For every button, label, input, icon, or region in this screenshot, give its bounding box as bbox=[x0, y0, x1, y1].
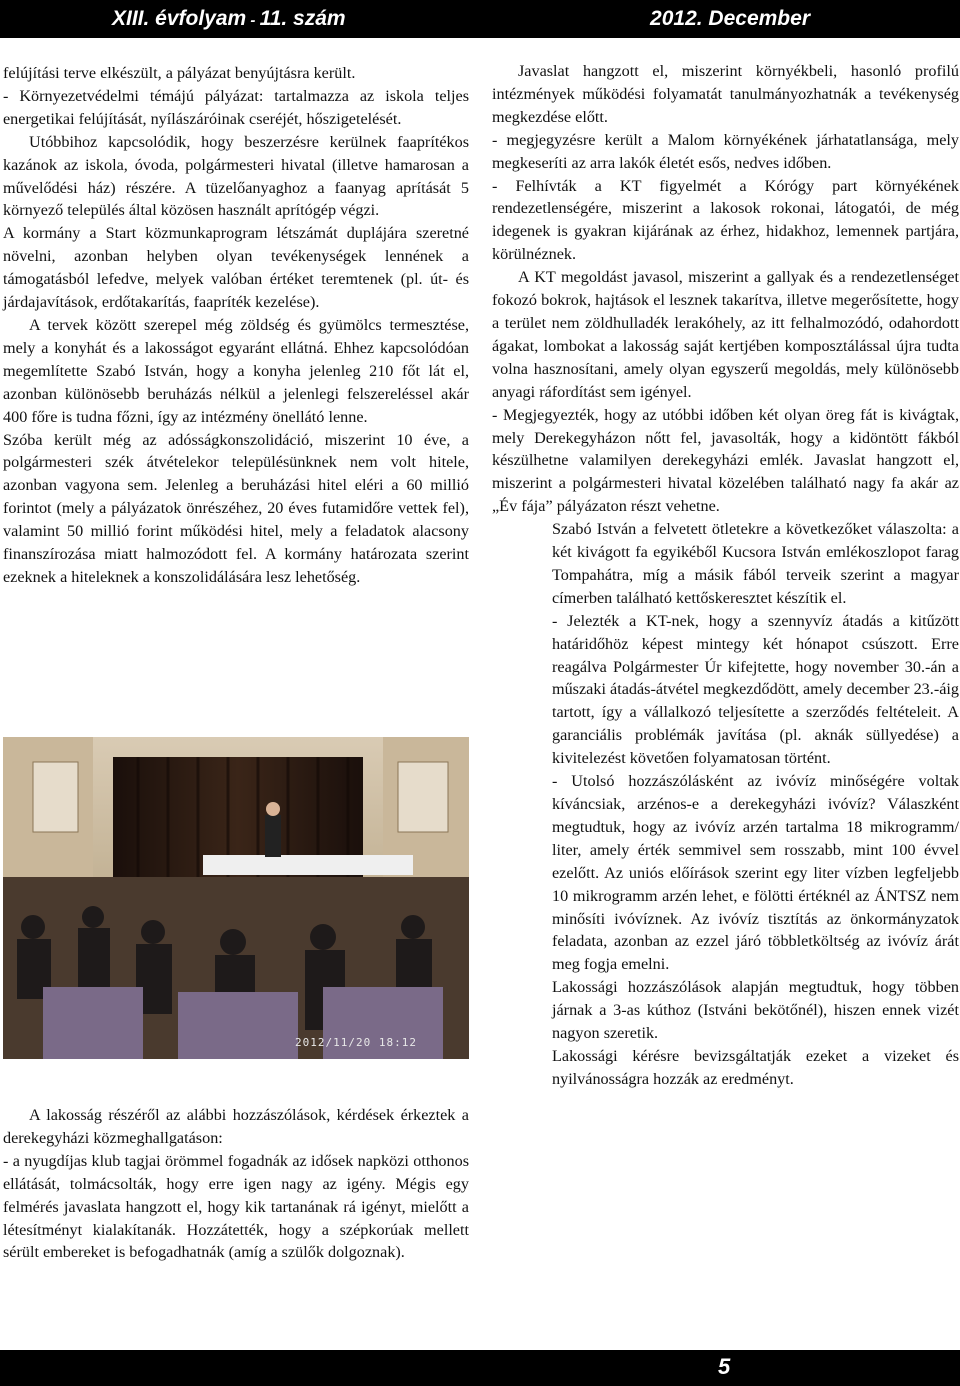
paragraph: A kormány a Start közmunkaprogram létszámát duplájára szeretné növelni, azonban helyben olyan tevékenységek lennének a támogatásból lefedve, melyek valóban értéket teremtenek (pl. út- és járdajavítások, erdőtakarítás, faapríték kezelése). bbox=[3, 224, 469, 312]
header-issue: 11. szám bbox=[259, 7, 346, 30]
paragraph: felújítási terve elkészült, a pályázat benyújtásra került. bbox=[3, 64, 356, 82]
header-separator: - bbox=[246, 12, 260, 29]
paragraph: - megjegyzésre került a Malom környékének járhatatlansága, mely megkeseríti az arra lakók életét esős, nedves időben. bbox=[492, 130, 959, 172]
header-volume bbox=[112, 7, 346, 31]
paragraph: A KT megoldást javasol, miszerint a gallyak és a rendezetlenséget fokozó bokrok, hajtások el lesznek takarítva, illetve megerősítette, hogy a terület nem zöldhulladék lerakóhely, az itt felhalmozódó, odahordott ágakat, lombokat a lakosság saját kertjében komposztálással újra tudta volna hasznosítani, amely olyan egyszerű megoldás, mely különösebb anyagi ráfordítást sem igényel. bbox=[492, 268, 959, 401]
meeting-photo bbox=[3, 737, 469, 1059]
paragraph: Lakossági hozzászólások alapján megtudtuk, hogy többen járnak a 3-as kúthoz (Istváni bekötőnél), hiszen ennek vizét nagyon szeretik. bbox=[552, 978, 959, 1043]
paragraph: - Környezetvédelmi témájú pályázat: tartalmazza az iskola teljes energetikai felújítását, nyílászáróinak cseréjét, hőszigetelését. bbox=[3, 86, 469, 128]
paragraph: Utóbbihoz kapcsolódik, hogy beszerzésre kerülnek faaprítékos kazánok az iskola, óvoda, polgármesteri hivatal (illetve hamarosan a művelődési ház) részére. A tüzelőanyaghoz a faanyag aprítását 5 környező település által közösen használt aprítógép végzi. bbox=[3, 132, 469, 220]
page-number: 5 bbox=[718, 1354, 731, 1379]
paragraph: Lakossági kérésre bevizsgáltatják ezeket a vizeket és nyilvánosságra hozzák az eredményt. bbox=[552, 1046, 959, 1088]
left-bottom-text bbox=[3, 1104, 469, 1264]
photo-timestamp: 2012/11/20 18:12 bbox=[295, 1036, 417, 1049]
paragraph: Szabó István a felvetett ötletekre a következőket válaszolta: a két kivágott fa egyikéből Kucsora István emlékoszlopot farag Tompahátra, míg a másik fából terveik szerint a magyar címerben található kettőskeresztet készítik el. bbox=[552, 520, 959, 607]
paragraph: Szóba került még az adósságkonszolidáció, miszerint 10 éve, a polgármesteri szék átvételekor településünknek nem volt hitele, azonban vagyona sem. Jelenleg a beruházási hitel eléri a 60 millió forintot (mely a pályázatok önrészéhez, 20 éves futamidőre vettek fel), valamint 50 millió forint működési hitel, mely a feladatok alacsony finanszírozása miatt halmozódott fel. A kormány határozata szerint ezeknek a hiteleknek a konszolidálására lesz lehetőség. bbox=[3, 430, 469, 586]
paragraph: A tervek között szerepel még zöldség és gyümölcs termesztése, mely a konyhát és a lakosságot egyaránt ellátná. Ehhez kapcsolódóan megemlítette Szabó István, hogy a konyha jelenleg 210 főt lát el, azonban különösebb beruházás nélkül a jelenlegi felszereléssel akár 400 főre is tudna főzni, így az intézmény önellátó lenne. bbox=[3, 315, 469, 426]
page-footer bbox=[0, 1350, 960, 1386]
left-column-text bbox=[3, 62, 469, 589]
paragraph: - Felhívták a KT figyelmét a Kórógy part környékének rendezetlenségére, miszerint a lakosok rokonai, látogatói, de még idegenek is gyakran kijárának az érhez, hidakhoz, lemennek partjára, körülnéznek. bbox=[492, 176, 959, 264]
meeting-photo-image bbox=[3, 737, 469, 1059]
paragraph: - a nyugdíjas klub tagjai örömmel fogadnák az idősek napközi otthonos ellátását, tolmácsolták, hogy erre igen nagy az igény. Mégis egy felmérés javaslata hangzott el, hogy kik tartanának rá igényt, mielőtt a létesítményt kialakítanák. Hozzátették, hogy a szépkorúak mellett sérült embereket is befogadhatnák (amíg a szülők dolgoznak). bbox=[3, 1151, 469, 1262]
paragraph: - Megjegyezték, hogy az utóbbi időben két olyan öreg fát is kivágtak, mely Derekegyházon nőtt fel, javasolták, hogy a kidöntött fákból készülhetne valamilyen derekegyházi emlék. Javaslat hangzott el, miszerint a polgármesteri hivatal közelében található nagy fa akár az „Év fája” pályázaton részt vehetne. bbox=[492, 405, 959, 516]
paragraph: A lakosság részéről az alábbi hozzászólások, kérdések érkeztek a derekegyházi közmeghallgatáson: bbox=[3, 1106, 469, 1147]
right-column-text bbox=[492, 60, 959, 1091]
header-volume-text: XIII. évfolyam bbox=[112, 7, 247, 30]
paragraph: - Jelezték a KT-nek, hogy a szennyvíz átadás a kitűzött határidőhöz képest mintegy két hónapot csúszott. Erre reagálva Polgármester Úr kifejtette, hogy november 30.-án a műszaki átadás-átvétel megkezdődött, amely december 23.-áig tartott, így a vállalkozó teljesítette a szerződés feltételeit. A garanciális problémák javítása (pl. aknák süllyedése) a kivitelezést követően folyamatosan történt. bbox=[552, 611, 959, 768]
page-header bbox=[0, 0, 960, 38]
paragraph: - Utolsó hozzászólásként az ivóvíz minőségére voltak kíváncsiak, arzénos-e a derekegyházi ivóvíz? Válaszként megtudtuk, hogy az ivóvíz arzén tartalma 18 mikrogramm/ liter, amely érték semmivel sem rosszabb, mint 100 évvel ezelőtt. Az uniós előírások szerint egy liter vízben legfeljebb 10 mikrogramm arzén lehet, e fölötti értéknél az ÁNTSZ nem minősíti ivóvíznek. Az ivóvíz tisztítás az önkormányzatok feladata, azonban az ezzel járó többletköltség az ivóvíz árát meg fogja emelni. bbox=[552, 772, 959, 974]
paragraph: Javaslat hangzott el, miszerint környékbeli, hasonló profilú intézmények működési folyamatát tanulmányozhatnák a tevékenység megkezdése előtt. bbox=[492, 62, 959, 126]
header-date: 2012. December bbox=[650, 7, 810, 30]
